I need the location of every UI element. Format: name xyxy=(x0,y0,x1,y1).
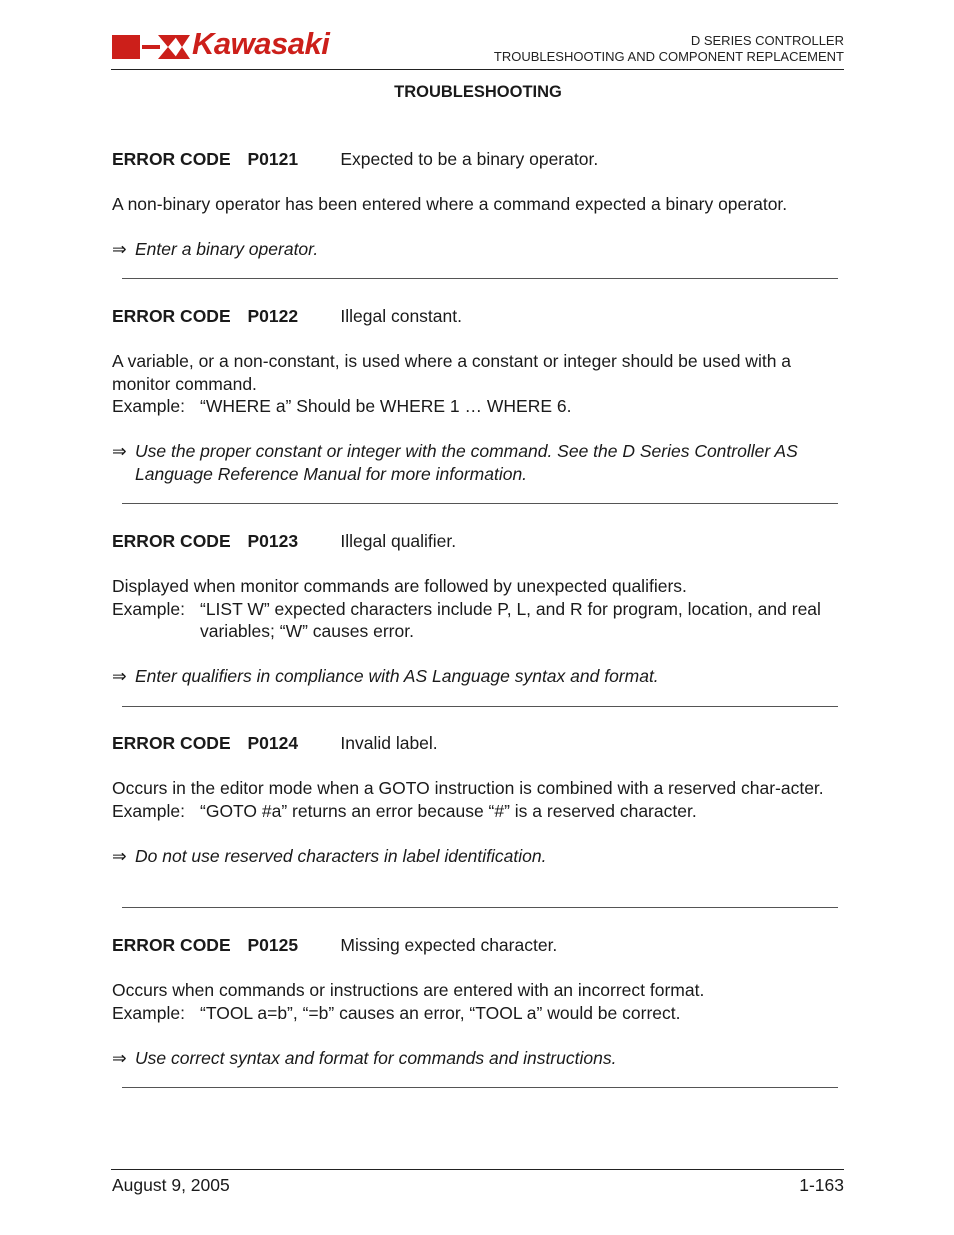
example-text: “TOOL a=b”, “=b” causes an error, “TOOL a” would be correct. xyxy=(200,1002,681,1023)
error-message: Illegal constant. xyxy=(340,306,462,326)
error-description: A variable, or a non-constant, is used where a constant or integer should be used with a monitor command. xyxy=(112,351,792,394)
error-code-label: ERROR CODE xyxy=(112,935,231,955)
error-description: Displayed when monitor commands are followed by unexpected qualifiers. xyxy=(112,576,687,596)
error-code: P0121 xyxy=(247,149,299,169)
remedy-text: Enter qualifiers in compliance with AS Language syntax and format. xyxy=(135,666,659,686)
error-example xyxy=(112,1002,847,1025)
error-code: P0125 xyxy=(247,935,299,955)
entry-divider xyxy=(122,706,838,707)
error-entry-p0121 xyxy=(112,148,847,261)
arrow-icon: ⇒ xyxy=(112,441,127,461)
error-remedy xyxy=(112,238,847,261)
error-code-label: ERROR CODE xyxy=(112,306,231,326)
example-label: Example: xyxy=(112,598,185,619)
kawasaki-logo xyxy=(112,26,330,67)
arrow-icon: ⇒ xyxy=(112,666,127,686)
brand-name: Kawasaki xyxy=(192,26,330,61)
error-code-label: ERROR CODE xyxy=(112,149,231,169)
error-code: P0124 xyxy=(247,733,299,753)
example-text: “LIST W” expected characters include P, L, and R for program, location, and real variables; “W” causes error. xyxy=(200,598,821,641)
kawasaki-river-mark-icon xyxy=(112,32,190,62)
error-code: P0123 xyxy=(247,531,299,551)
error-message: Missing expected character. xyxy=(340,935,558,955)
error-remedy xyxy=(112,845,847,868)
error-message: Illegal qualifier. xyxy=(340,531,457,551)
header-divider xyxy=(111,69,844,70)
error-message: Invalid label. xyxy=(340,733,438,753)
error-example xyxy=(112,800,847,823)
error-heading xyxy=(112,934,847,957)
header-title-line1: D SERIES CONTROLLER xyxy=(690,33,844,48)
remedy-text: Enter a binary operator. xyxy=(135,239,319,259)
example-label: Example: xyxy=(112,1002,185,1023)
example-text: “GOTO #a” returns an error because “#” is a reserved character. xyxy=(200,800,697,821)
error-entry-p0122 xyxy=(112,305,847,485)
error-code-label: ERROR CODE xyxy=(112,733,231,753)
entry-divider xyxy=(122,278,838,279)
error-heading xyxy=(112,148,847,171)
remedy-text: Do not use reserved characters in label identification. xyxy=(135,845,547,866)
error-code: P0122 xyxy=(247,306,299,326)
arrow-icon: ⇒ xyxy=(112,845,127,866)
error-message: Expected to be a binary operator. xyxy=(340,149,599,169)
document-header xyxy=(494,33,844,65)
error-entry-p0123 xyxy=(112,530,847,688)
error-remedy xyxy=(112,1047,847,1070)
error-description: Occurs when commands or instructions are entered with an incorrect format. xyxy=(112,980,705,1000)
section-title: TROUBLESHOOTING xyxy=(394,83,562,101)
error-heading xyxy=(112,732,847,755)
footer-divider xyxy=(111,1169,844,1170)
remedy-text: Use the proper constant or integer with the command. See the D Series Controller AS Language Reference Manual for more information. xyxy=(135,441,798,484)
error-description: A non-binary operator has been entered where a command expected a binary operator. xyxy=(112,194,788,214)
error-heading xyxy=(112,530,847,553)
example-label: Example: xyxy=(112,800,185,821)
error-remedy xyxy=(112,665,847,688)
error-entry-p0125 xyxy=(112,934,847,1069)
error-example xyxy=(112,598,847,643)
header-title-line2: TROUBLESHOOTING AND COMPONENT REPLACEMENT xyxy=(493,49,844,64)
error-remedy xyxy=(112,440,847,485)
error-description: Occurs in the editor mode when a GOTO instruction is combined with a reserved char-acter. xyxy=(112,778,824,798)
example-label: Example: xyxy=(112,396,185,416)
arrow-icon: ⇒ xyxy=(112,239,127,259)
error-heading xyxy=(112,305,847,328)
entry-divider xyxy=(122,1087,838,1088)
entry-divider xyxy=(122,503,838,504)
error-code-label: ERROR CODE xyxy=(112,531,231,551)
arrow-icon: ⇒ xyxy=(112,1047,127,1068)
footer-date: August 9, 2005 xyxy=(112,1175,230,1195)
page-number: 1-163 xyxy=(799,1175,844,1195)
example-text: “WHERE a” Should be WHERE 1 … WHERE 6. xyxy=(200,396,572,416)
remedy-text: Use correct syntax and format for commands and instructions. xyxy=(135,1047,617,1068)
error-entry-p0124 xyxy=(112,732,847,867)
entry-divider xyxy=(122,907,838,908)
error-example xyxy=(112,395,847,418)
